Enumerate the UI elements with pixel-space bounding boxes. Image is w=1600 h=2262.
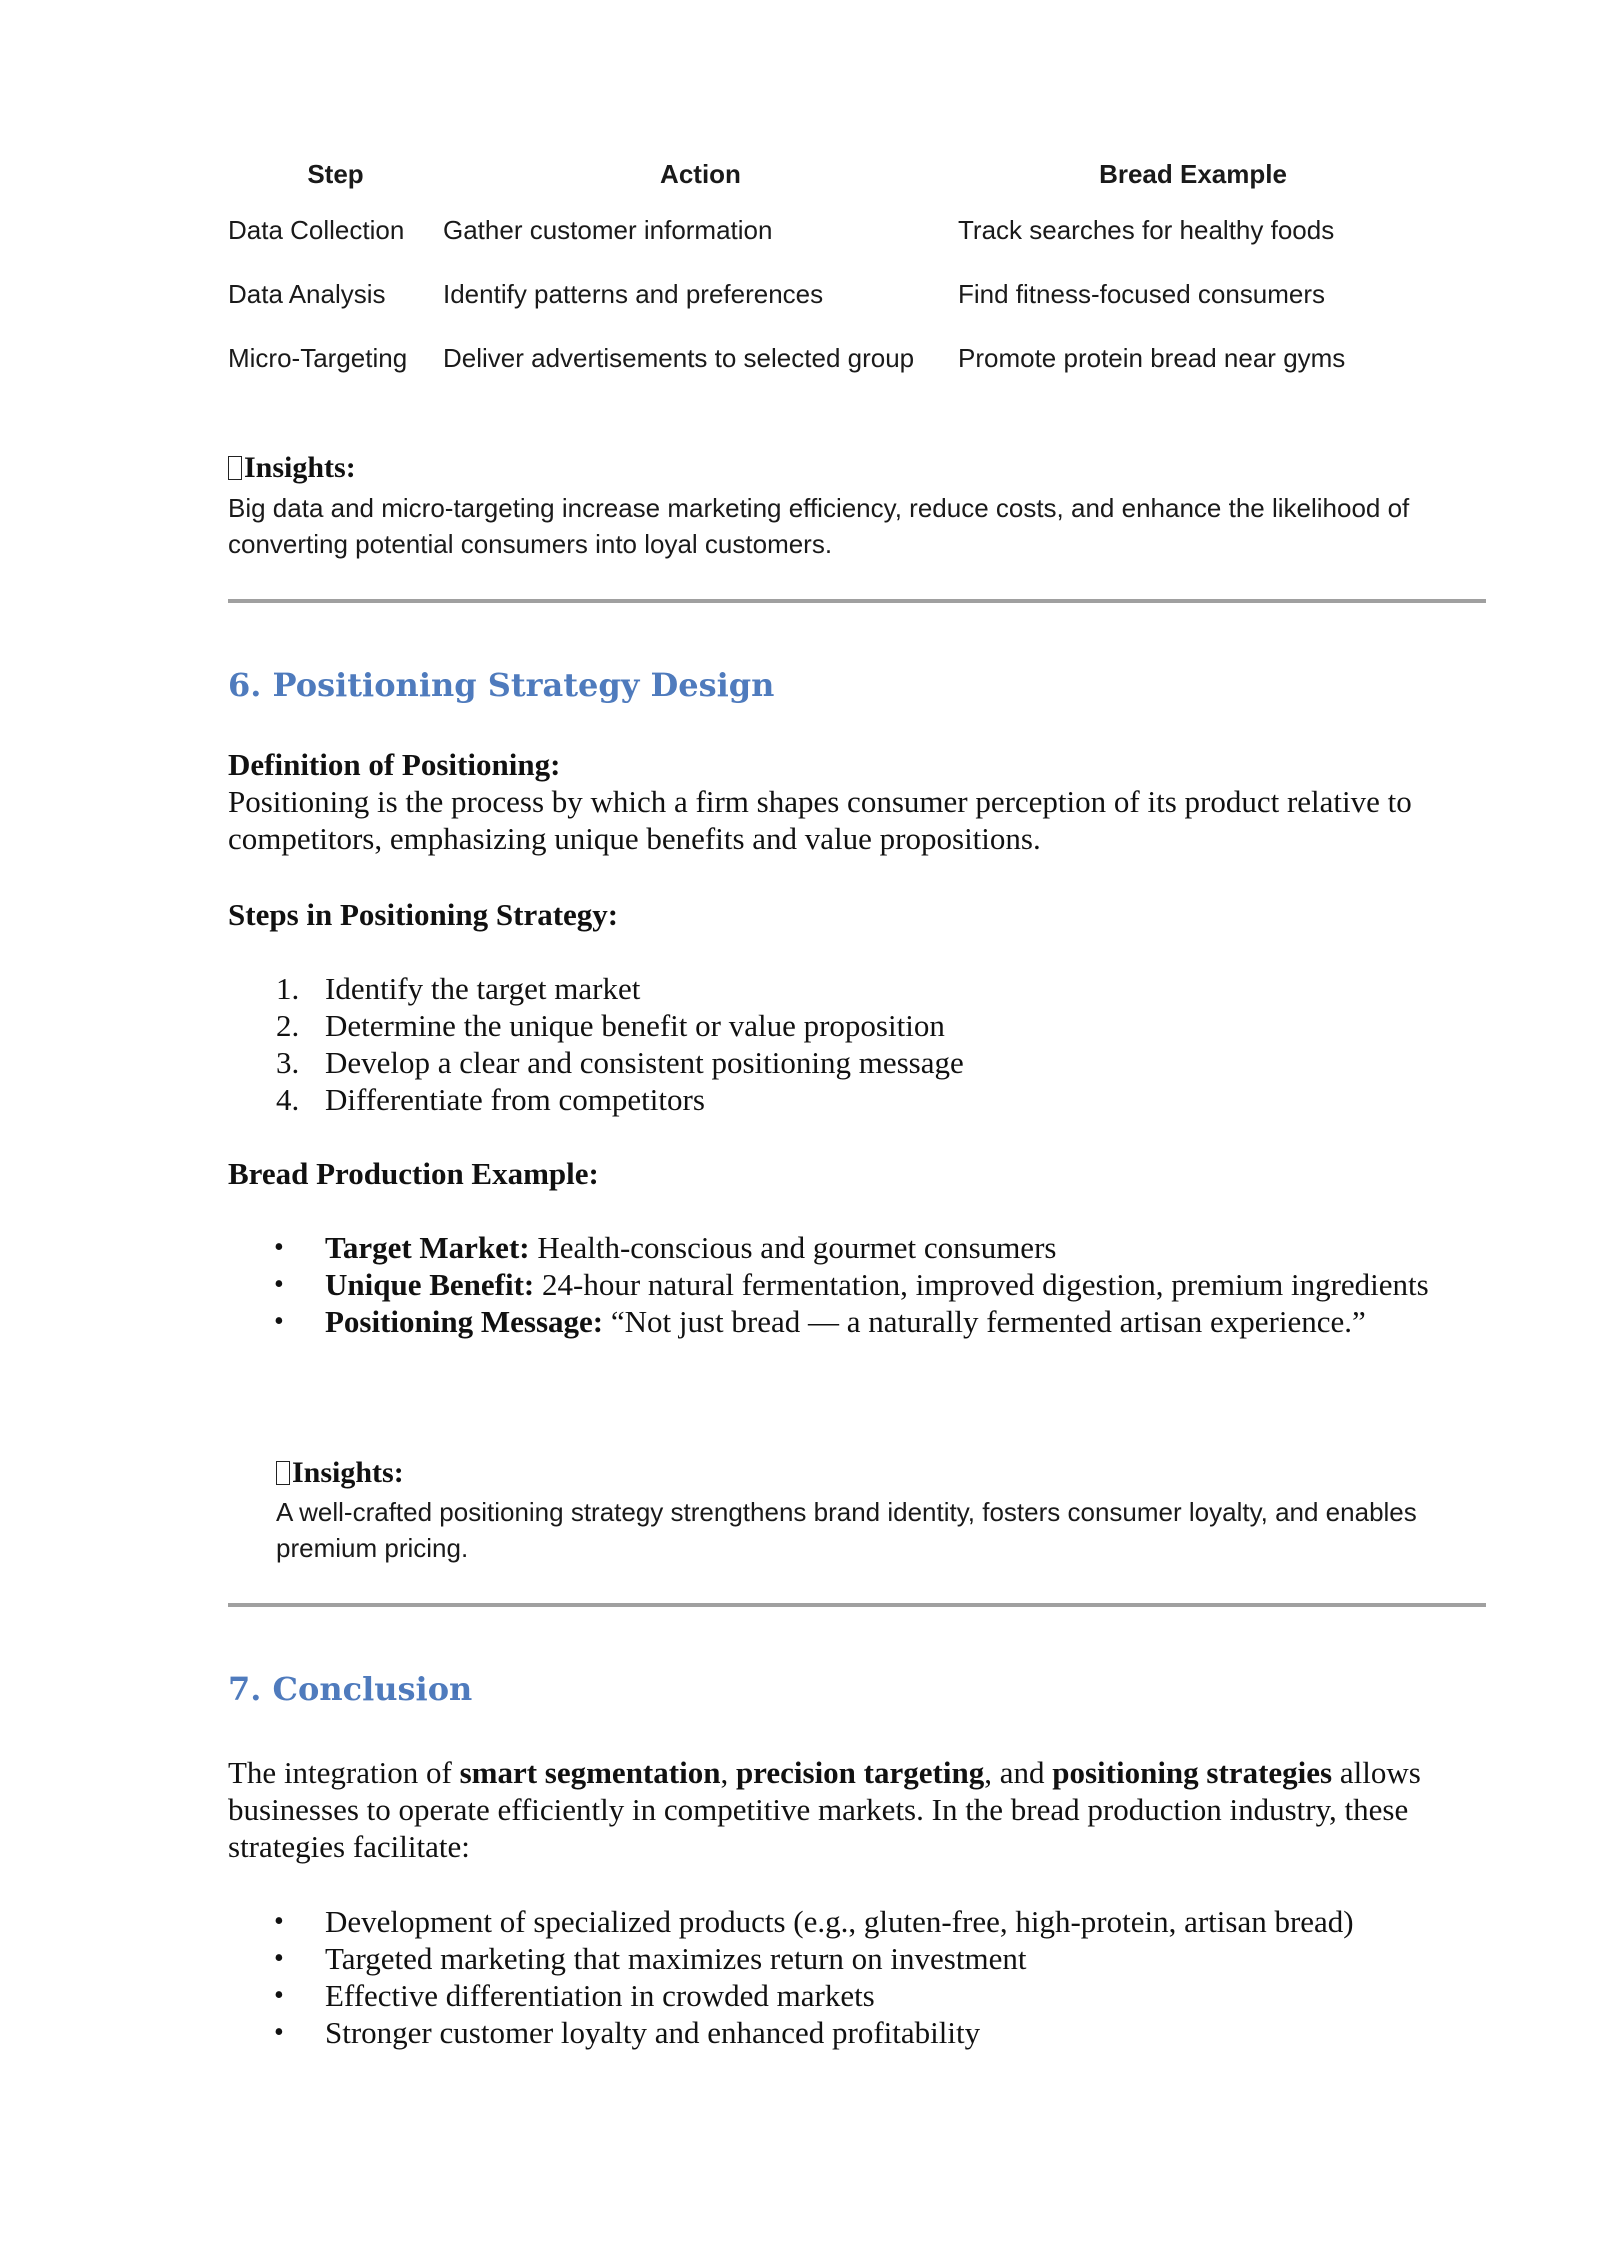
big-data-steps-table (228, 150, 1428, 390)
text-run: allows (1332, 1755, 1421, 1790)
insights-heading-text: Insights: (244, 451, 356, 484)
table-row (228, 198, 1428, 262)
text-run: , and (984, 1755, 1053, 1790)
list-item (228, 1940, 1354, 1977)
list-number: 1. (276, 971, 300, 1006)
bullet-icon: • (274, 1906, 284, 1937)
list-item (228, 1903, 1354, 1940)
insights-text-line: A well-crafted positioning strategy strengthens brand identity, fosters consumer loyalty, and enables (276, 1497, 1417, 1527)
insights-text (276, 1494, 1417, 1566)
table-cell: Data Analysis (228, 278, 386, 309)
section-heading-positioning: 6. Positioning Strategy Design (228, 666, 775, 704)
list-item-label: Target Market: (325, 1230, 530, 1265)
conclusion-paragraph (228, 1754, 1490, 1865)
list-item-label: Unique Benefit: (325, 1267, 535, 1302)
list-item-label: Positioning Message: (325, 1304, 604, 1339)
list-item (228, 1007, 964, 1044)
bullet-icon: • (274, 1980, 284, 2011)
bold-term: smart segmentation (459, 1755, 721, 1790)
table-row (228, 326, 1428, 390)
list-item-text: Health-conscious and gourmet consumers (529, 1230, 1057, 1265)
list-item (228, 970, 964, 1007)
insights-heading (228, 450, 356, 486)
list-item-text: 24-hour natural fermentation, improved digestion, premium ingredients (534, 1267, 1429, 1302)
list-item-text: Development of specialized products (e.g., gluten-free, high-protein, artisan bread) (325, 1904, 1354, 1939)
bullet-icon: • (274, 1232, 284, 1263)
list-item-text: Targeted marketing that maximizes return on investment (325, 1941, 1027, 1976)
paragraph-line (228, 1754, 1490, 1791)
list-number: 2. (276, 1008, 300, 1043)
bullet-icon: • (274, 1306, 284, 1337)
list-item-text: Identify the target market (325, 971, 641, 1006)
definition-label: Definition of Positioning: (228, 747, 561, 782)
list-item (228, 1977, 1354, 2014)
paragraph-line: competitors, emphasizing unique benefits and value propositions. (228, 821, 1041, 856)
table-cell: Track searches for healthy foods (958, 214, 1335, 245)
table-cell: Find fitness-focused consumers (958, 278, 1326, 309)
conclusion-list (228, 1903, 1354, 2051)
insights-heading (276, 1455, 404, 1491)
table-header-bread-example: Bread Example (1099, 158, 1287, 189)
insights-text-line: Big data and micro-targeting increase marketing efficiency, reduce costs, and enhance the likelihood of (228, 493, 1410, 523)
list-item (228, 1044, 964, 1081)
bold-term: precision targeting (735, 1755, 985, 1790)
bullet-icon: • (274, 1269, 284, 1300)
list-item-text: Determine the unique benefit or value proposition (325, 1008, 945, 1043)
table-cell: Identify patterns and preferences (443, 278, 824, 309)
insights-text-line: premium pricing. (276, 1533, 469, 1563)
table-cell: Deliver advertisements to selected group (443, 342, 915, 373)
list-item (228, 1303, 1429, 1340)
table-header-row (228, 150, 1428, 198)
table-row (228, 262, 1428, 326)
list-item (228, 1081, 964, 1118)
list-item-text: “Not just bread — a naturally fermented artisan experience.” (603, 1304, 1366, 1339)
missing-glyph-icon (228, 456, 242, 480)
list-item-text: Stronger customer loyalty and enhanced profitability (325, 2015, 981, 2050)
insights-text (228, 490, 1409, 562)
paragraph-line: strategies facilitate: (228, 1829, 470, 1864)
table-header-step: Step (307, 158, 364, 189)
table-cell: Gather customer information (443, 214, 773, 245)
list-item (228, 1229, 1429, 1266)
list-item (228, 1266, 1429, 1303)
bullet-icon: • (274, 1943, 284, 1974)
horizontal-rule (228, 599, 1486, 603)
list-item-text: Differentiate from competitors (325, 1082, 705, 1117)
list-item-text: Develop a clear and consistent positioning message (325, 1045, 964, 1080)
list-item (228, 2014, 1354, 2051)
list-number: 4. (276, 1082, 300, 1117)
list-number: 3. (276, 1045, 300, 1080)
horizontal-rule (228, 1603, 1486, 1607)
table-cell: Promote protein bread near gyms (958, 342, 1346, 373)
table-cell: Micro-Targeting (228, 342, 408, 373)
steps-label: Steps in Positioning Strategy: (228, 897, 619, 932)
bold-term: positioning strategies (1052, 1755, 1333, 1790)
missing-glyph-icon (276, 1461, 290, 1485)
insights-heading-text: Insights: (292, 1456, 404, 1489)
text-run: , (720, 1755, 736, 1790)
paragraph-line: businesses to operate efficiently in competitive markets. In the bread production industry, these (228, 1792, 1409, 1827)
list-item-text: Effective differentiation in crowded markets (325, 1978, 875, 2013)
table-header-action: Action (660, 158, 741, 189)
section-heading-conclusion: 7. Conclusion (228, 1670, 473, 1708)
positioning-steps-list (228, 970, 964, 1118)
text-run: The integration of (228, 1755, 460, 1790)
example-label: Bread Production Example: (228, 1156, 599, 1191)
bread-example-list (228, 1229, 1429, 1340)
paragraph-line: Positioning is the process by which a firm shapes consumer perception of its product relative to (228, 784, 1412, 819)
definition-paragraph (228, 783, 1490, 857)
table-cell: Data Collection (228, 214, 405, 245)
insights-text-line: converting potential consumers into loyal customers. (228, 529, 833, 559)
bullet-icon: • (274, 2017, 284, 2048)
